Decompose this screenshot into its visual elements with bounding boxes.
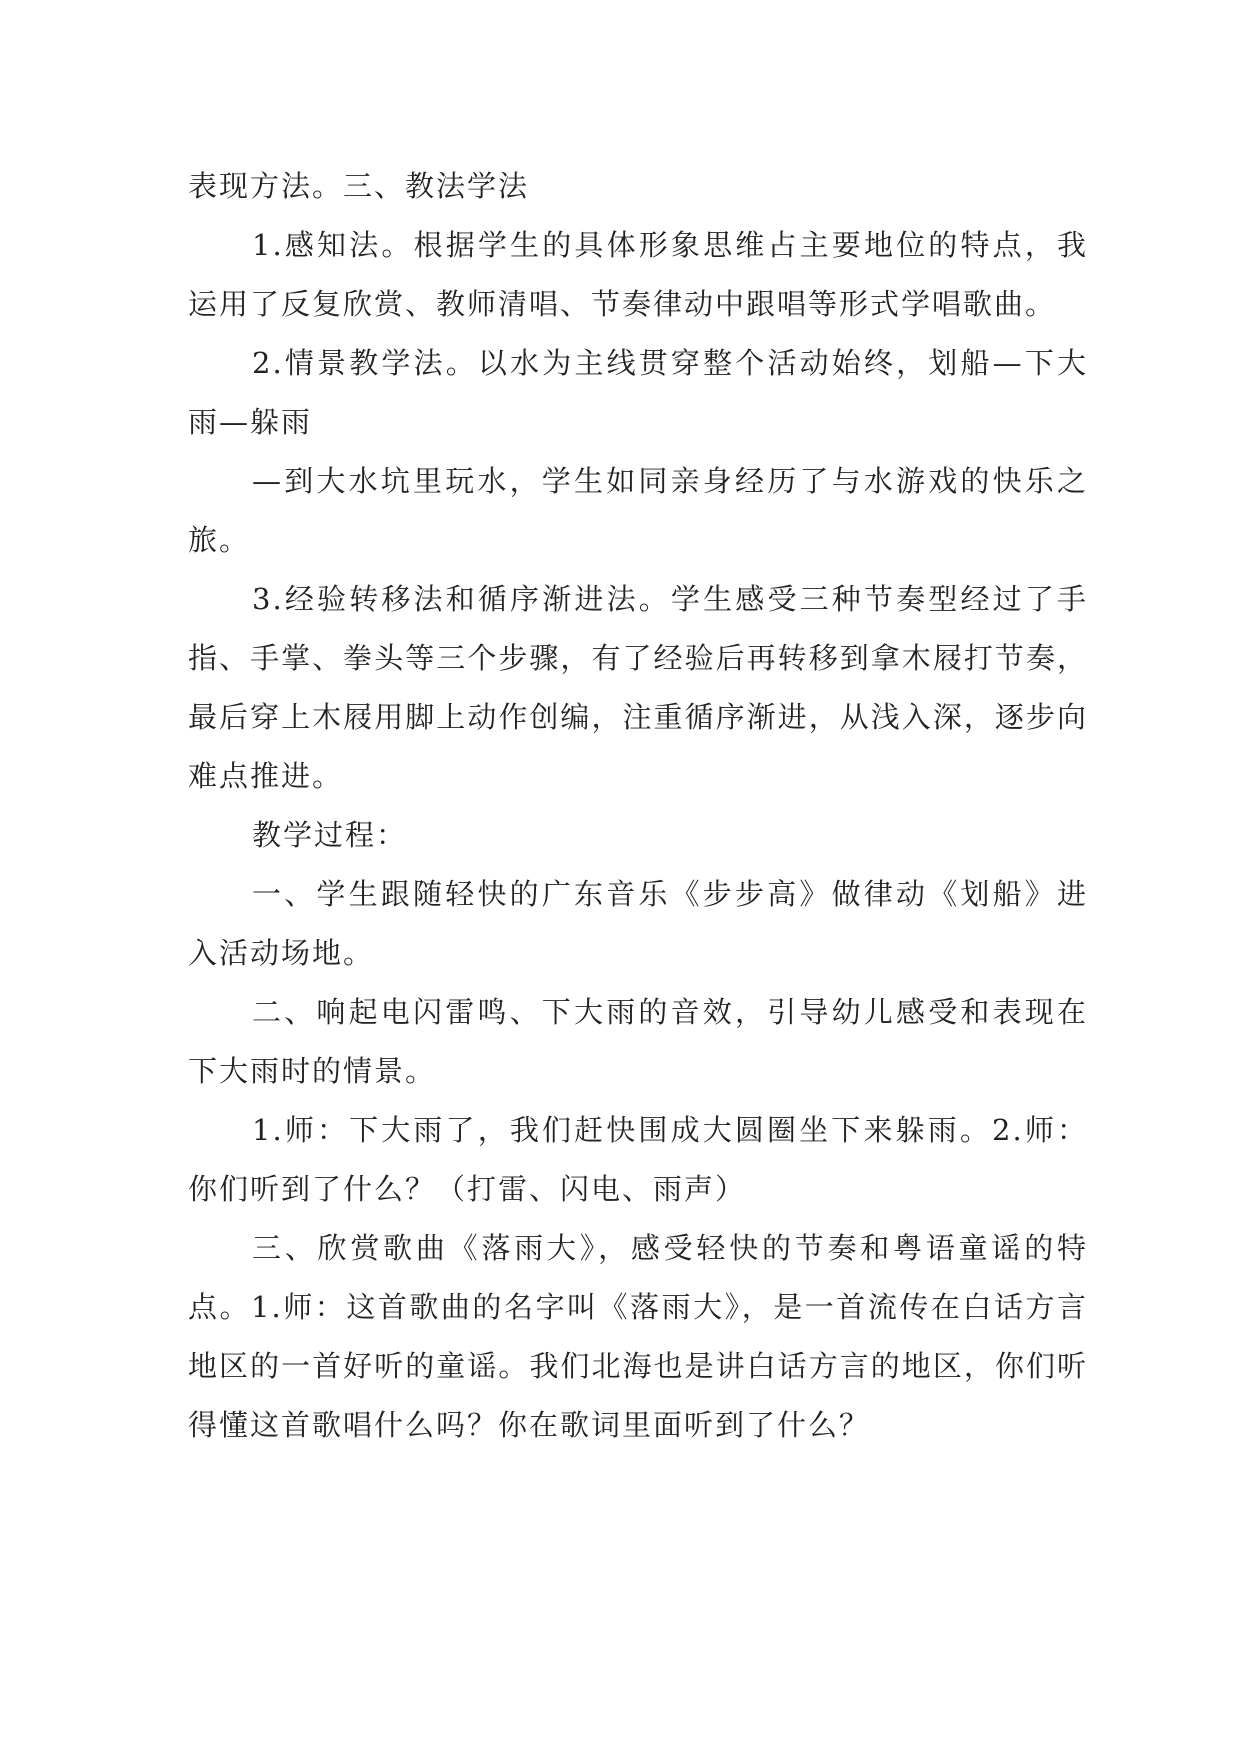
paragraph-3: 2.情景教学法。以水为主线贯穿整个活动始终，划船—下大雨—躲雨 [188, 346, 1088, 439]
paragraph-5: 3.经验转移法和循序渐进法。学生感受三种节奏型经过了手指、手掌、拳头等三个步骤，有了经验后再转移到拿木屐打节奏，最后穿上木屐用脚上动作创编，注重循序渐进，从浅入深，逐步向难点推进。 [188, 582, 1088, 793]
paragraph-9: 1.师：下大雨了，我们赶快围成大圆圈坐下来躲雨。2.师：你们听到了什么？（打雷、闪电、雨声） [188, 1113, 1088, 1206]
paragraph-2: 1.感知法。根据学生的具体形象思维占主要地位的特点，我运用了反复欣赏、教师清唱、节奏律动中跟唱等形式学唱歌曲。 [188, 228, 1088, 321]
paragraph-1: 表现方法。三、教法学法 [188, 169, 530, 203]
paragraph-8: 二、响起电闪雷鸣、下大雨的音效，引导幼儿感受和表现在下大雨时的情景。 [188, 995, 1088, 1088]
paragraph-4: —到大水坑里玩水，学生如同亲身经历了与水游戏的快乐之旅。 [188, 464, 1088, 557]
document-body [188, 157, 1088, 1455]
paragraph-6: 教学过程： [252, 818, 408, 852]
paragraph-7: 一、学生跟随轻快的广东音乐《步步高》做律动《划船》进入活动场地。 [188, 877, 1088, 970]
paragraph-10: 三、欣赏歌曲《落雨大》，感受轻快的节奏和粤语童谣的特点。1.师：这首歌曲的名字叫《落雨大》，是一首流传在白话方言地区的一首好听的童谣。我们北海也是讲白话方言的地区，你们听得懂这首歌唱什么吗？你在歌词里面听到了什么？ [188, 1231, 1088, 1442]
